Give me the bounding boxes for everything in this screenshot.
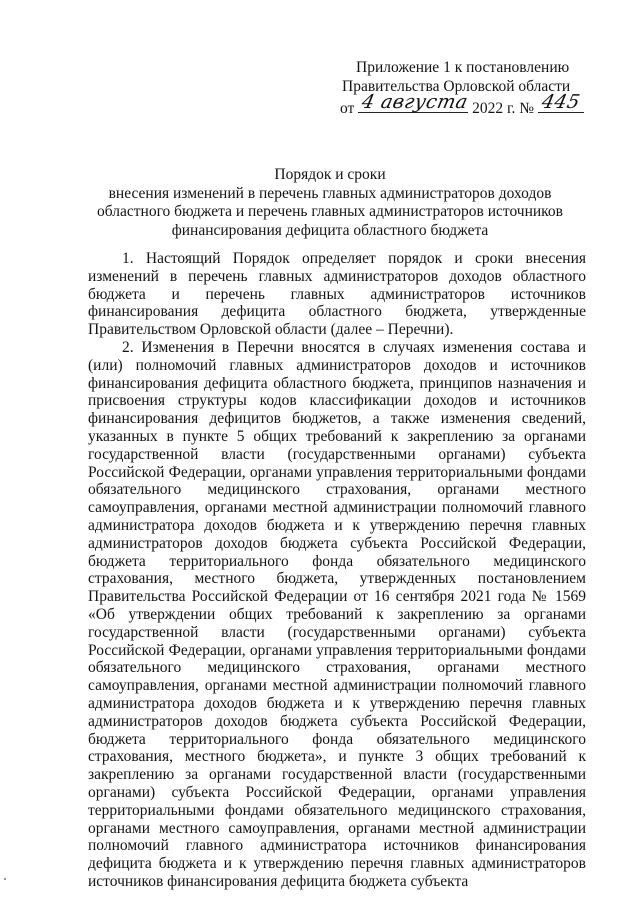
title-line-2: внесения изменений в перечень главных администраторов доходов (108, 184, 552, 202)
date-prefix: от (340, 100, 355, 117)
title-line-1: Порядок и сроки (274, 166, 386, 183)
handwritten-date: 4 августа (359, 91, 471, 113)
number-blank (538, 91, 584, 113)
appendix-header (340, 58, 583, 118)
title-line-4: финансирования дефицита областного бюджета (171, 221, 489, 239)
paragraph-2: 2. Изменения в Перечни вносятся в случаях изменения состава и (или) полномочий главных администраторов доходов и источников финансирования дефицита областного бюджета, принципов назначения и присвоения структуры кодов классификации доходов и источников финансирования дефицитов бюджетов, а также изменения сведений, указанных в пункте 5 общих требований к закреплению за органами государственной власти (государственными органами) субъекта Российской Федерации, органами управления территориальными фондами обязательного медицинского страхования, органами местного самоуправления, органами местной администрации полномочий главного администратора доходов бюджета и к утверждению перечня главных администраторов доходов бюджета субъекта Российской Федерации, бюджета территориального фонда обязательного медицинского страхования, местного бюджета, утвержденных постановлением Правительства Российской Федерации от 16 сентября 2021 года № 1569 «Об утверждении общих требований к закреплению за органами государственной власти (государственными органами) субъекта Российской Федерации, органами управления территориальными фондами обязательного медицинского страхования, органами местного самоуправления, органами местной администрации полномочий главного администратора доходов бюджета и к утверждению перечня главных администраторов доходов бюджета субъекта Российской Федерации, бюджета территориального фонда обязательного медицинского страхования, местного бюджета», и пункте 3 общих требований к закреплению за органами государственной власти (государственными органами) субъекта Российской Федерации, органами управления территориальными фондами обязательного медицинского страхования, органами местного самоуправления, органами местной администрации полномочий главного администратора источников финансирования дефицита бюджета и к утверждению перечня главных администраторов источников финансирования дефицита бюджета субъекта (88, 338, 586, 890)
document-title (60, 166, 600, 240)
appendix-line-1: Приложение 1 к постановлению (356, 59, 570, 76)
title-line-3: областного бюджета и перечень главных администраторов источников (97, 203, 563, 220)
paragraph-1: 1. Настоящий Порядок определяет порядок и сроки внесения изменений в перечень главных администраторов доходов областного бюджета и перечень главных администраторов источников финансирования дефицита областного бюджета, утвержденные Правительством Орловской области (далее – Перечни). (88, 250, 586, 339)
appendix-line-2: Правительства Орловской области (342, 78, 571, 95)
document-body (88, 250, 586, 891)
date-blank (358, 91, 471, 113)
year-text: 2022 г. № (472, 100, 535, 117)
handwritten-number: 445 (539, 91, 583, 113)
scan-speck (4, 878, 6, 880)
appendix-date-line (340, 91, 583, 118)
